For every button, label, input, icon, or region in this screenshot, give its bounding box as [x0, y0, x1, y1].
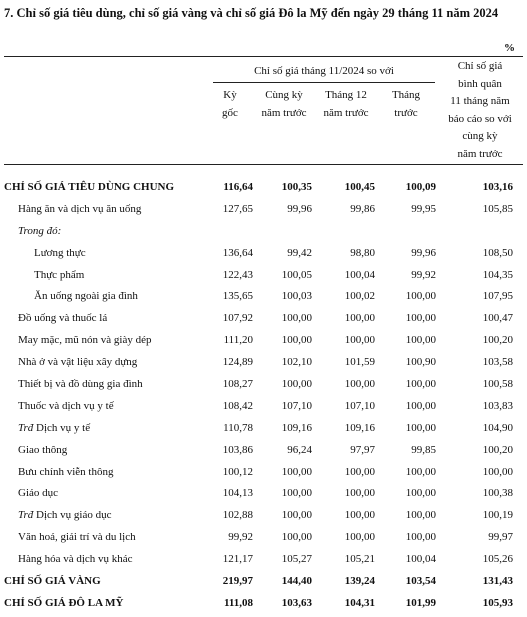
header-top-rule: [4, 56, 523, 57]
value-same-period: 105,27: [281, 553, 312, 566]
value-same-period: 100,35: [281, 181, 312, 193]
value-same-period: 100,00: [281, 312, 312, 325]
row-label-text: Hàng hóa và dịch vụ khác: [18, 553, 133, 566]
value-base: 110,78: [223, 421, 253, 434]
value-average: 100,19: [482, 509, 513, 522]
value-base: 99,92: [228, 531, 253, 544]
row-label: [34, 265, 84, 287]
row-label-text: Dịch vụ y tế: [33, 421, 91, 434]
row-label-text: Giáo dục: [18, 487, 59, 500]
row-label: [18, 374, 143, 396]
value-december: 109,16: [344, 421, 375, 434]
value-previous-month: 100,09: [405, 181, 436, 193]
table-row: [0, 527, 527, 549]
value-december: 105,21: [344, 553, 375, 566]
value-previous-month: 99,92: [411, 268, 436, 281]
value-december: 100,00: [344, 487, 375, 500]
value-december: 98,80: [350, 246, 375, 259]
row-label: [18, 418, 90, 440]
value-average: 105,85: [482, 202, 513, 215]
row-label-text: Dịch vụ giáo dục: [33, 509, 112, 522]
value-same-period: 102,10: [281, 356, 312, 369]
value-base: 121,17: [222, 553, 253, 566]
value-average: 103,83: [482, 399, 513, 412]
table-row: [0, 308, 527, 330]
value-base: 111,20: [223, 334, 253, 347]
value-previous-month: 100,00: [405, 290, 436, 303]
table-row: [0, 330, 527, 352]
value-average: 100,58: [482, 378, 513, 391]
row-label-text: Nhà ở và vật liệu xây dựng: [18, 356, 138, 369]
value-previous-month: 100,00: [405, 334, 436, 347]
table-title: 7. Chỉ số giá tiêu dùng, chỉ số giá vàng và chỉ số giá Đô la Mỹ đến ngày 29 tháng 11 năm 2024: [4, 6, 499, 20]
row-label: [4, 593, 124, 615]
row-label-text: CHỈ SỐ GIÁ TIÊU DÙNG CHUNG: [4, 181, 175, 193]
value-previous-month: 100,00: [405, 421, 436, 434]
table-row: [0, 199, 527, 221]
row-label: [18, 527, 136, 549]
value-average: 100,38: [482, 487, 513, 500]
row-label: [18, 221, 61, 243]
value-same-period: 100,03: [281, 290, 312, 303]
row-label: [18, 505, 112, 527]
value-previous-month: 103,54: [405, 575, 436, 588]
value-average: 100,00: [482, 465, 513, 478]
group-underline: [213, 82, 435, 83]
header-group-label: Chỉ số giá tháng 11/2024 so với: [254, 65, 394, 77]
row-label-text: Bưu chính viễn thông: [18, 465, 114, 478]
value-previous-month: 100,00: [405, 531, 436, 544]
header-col-average: Chỉ số giá bình quân 11 tháng năm báo cáo so với cùng kỳ năm trước: [448, 60, 512, 160]
value-base: 124,89: [222, 356, 253, 369]
value-base: 127,65: [222, 202, 253, 215]
value-average: 104,90: [482, 421, 513, 434]
value-same-period: 103,63: [281, 596, 312, 609]
table-row: [0, 593, 527, 615]
value-previous-month: 99,96: [411, 246, 436, 259]
value-previous-month: 99,85: [411, 443, 436, 456]
value-december: 100,45: [344, 181, 375, 193]
value-base: 111,08: [223, 596, 253, 609]
table-row: [0, 243, 527, 265]
row-label-text: Ăn uống ngoài gia đình: [34, 290, 138, 303]
value-previous-month: 100,00: [405, 312, 436, 325]
value-previous-month: 100,00: [405, 399, 436, 412]
value-december: 104,31: [344, 596, 375, 609]
table-row: [0, 549, 527, 571]
value-average: 100,47: [482, 312, 513, 325]
row-label: [18, 483, 58, 505]
row-label-text: Thuốc và dịch vụ y tế: [18, 399, 114, 412]
value-december: 100,00: [344, 509, 375, 522]
value-december: 139,24: [344, 575, 375, 588]
value-average: 108,50: [482, 246, 513, 259]
value-previous-month: 100,00: [405, 487, 436, 500]
table-row: [0, 396, 527, 418]
value-december: 100,04: [344, 268, 375, 281]
header-col-base: Kỳ gốc: [222, 89, 238, 119]
value-average: 103,16: [482, 181, 513, 193]
value-same-period: 100,00: [281, 487, 312, 500]
header-bottom-rule: [4, 164, 523, 165]
row-label-text: Trong đó:: [18, 224, 62, 237]
value-base: 107,92: [222, 312, 253, 325]
table-row: [0, 352, 527, 374]
row-label: [18, 330, 152, 352]
row-label-text: Lương thực: [34, 246, 86, 259]
table-row: [0, 265, 527, 287]
value-same-period: 96,24: [287, 443, 312, 456]
value-average: 105,26: [482, 553, 513, 566]
value-base: 108,42: [222, 399, 253, 412]
header-col-previous-month: Tháng trước: [391, 89, 421, 119]
value-december: 97,97: [350, 443, 375, 456]
table-row: [0, 571, 527, 593]
value-previous-month: 99,95: [411, 202, 436, 215]
row-label: [34, 286, 138, 308]
value-average: 104,35: [482, 268, 513, 281]
value-same-period: 107,10: [281, 399, 312, 412]
value-same-period: 100,00: [281, 378, 312, 391]
row-label: [4, 571, 101, 593]
row-label-text: CHỈ SỐ GIÁ ĐÔ LA MỸ: [4, 596, 124, 609]
unit-label: %: [504, 42, 515, 54]
row-label-text: Đồ uống và thuốc lá: [18, 312, 108, 325]
value-average: 100,20: [482, 443, 513, 456]
value-base: 108,27: [222, 378, 253, 391]
value-same-period: 100,05: [281, 268, 312, 281]
value-previous-month: 101,99: [405, 596, 436, 609]
value-average: 131,43: [482, 575, 513, 588]
row-label-text: CHỈ SỐ GIÁ VÀNG: [4, 575, 101, 588]
value-previous-month: 100,00: [405, 378, 436, 391]
value-previous-month: 100,00: [405, 465, 436, 478]
row-label: [18, 352, 137, 374]
table-row: [0, 483, 527, 505]
row-label: [18, 462, 113, 484]
table-row: [0, 440, 527, 462]
value-base: 219,97: [222, 575, 253, 588]
value-december: 101,59: [344, 356, 375, 369]
table-row: [0, 374, 527, 396]
value-same-period: 99,42: [287, 246, 312, 259]
value-base: 103,86: [222, 443, 253, 456]
value-same-period: 100,00: [281, 509, 312, 522]
value-december: 100,02: [344, 290, 375, 303]
value-same-period: 100,00: [281, 465, 312, 478]
table-row: [0, 221, 527, 243]
value-december: 100,00: [344, 378, 375, 391]
value-same-period: 144,40: [281, 575, 312, 588]
value-december: 99,86: [350, 202, 375, 215]
value-december: 107,10: [344, 399, 375, 412]
row-label: [18, 440, 67, 462]
value-december: 100,00: [344, 531, 375, 544]
table-row: [0, 286, 527, 308]
row-label: [18, 549, 133, 571]
value-average: 99,97: [488, 531, 513, 544]
header-col-december: Tháng 12 năm trước: [323, 89, 369, 119]
value-base: 136,64: [222, 246, 253, 259]
value-same-period: 100,00: [281, 334, 312, 347]
table-row: [0, 418, 527, 440]
value-previous-month: 100,00: [405, 509, 436, 522]
value-average: 100,20: [482, 334, 513, 347]
table-row: [0, 462, 527, 484]
row-label-text: Hàng ăn và dịch vụ ăn uống: [18, 202, 142, 215]
row-label-text: Thực phẩm: [34, 268, 85, 281]
header-col-same-period: Cùng kỳ năm trước: [261, 89, 307, 119]
row-label: [34, 243, 86, 265]
row-label-prefix: Trđ: [18, 509, 34, 522]
row-label-text: Giao thông: [18, 443, 68, 456]
table-row: [0, 505, 527, 527]
value-previous-month: 100,90: [405, 356, 436, 369]
value-average: 107,95: [482, 290, 513, 303]
value-same-period: 100,00: [281, 531, 312, 544]
value-base: 122,43: [222, 268, 253, 281]
value-base: 116,64: [223, 181, 253, 193]
row-label-text: Văn hoá, giải trí và du lịch: [18, 531, 136, 544]
row-label-text: May mặc, mũ nón và giày dép: [18, 334, 152, 347]
value-base: 135,65: [222, 290, 253, 303]
value-base: 100,12: [222, 465, 253, 478]
value-base: 102,88: [222, 509, 253, 522]
row-label: [18, 308, 107, 330]
value-average: 105,93: [482, 596, 513, 609]
row-label: [18, 199, 141, 221]
table-row: [0, 177, 527, 199]
value-previous-month: 100,04: [405, 553, 436, 566]
value-december: 100,00: [344, 334, 375, 347]
row-label-prefix: Trđ: [18, 421, 34, 434]
value-base: 104,13: [222, 487, 253, 500]
value-december: 100,00: [344, 312, 375, 325]
row-label: [18, 396, 114, 418]
table-body: [0, 177, 527, 615]
value-same-period: 109,16: [281, 421, 312, 434]
value-same-period: 99,96: [287, 202, 312, 215]
value-december: 100,00: [344, 465, 375, 478]
row-label-text: Thiết bị và đồ dùng gia đình: [18, 378, 143, 391]
value-average: 103,58: [482, 356, 513, 369]
row-label: [4, 177, 174, 199]
